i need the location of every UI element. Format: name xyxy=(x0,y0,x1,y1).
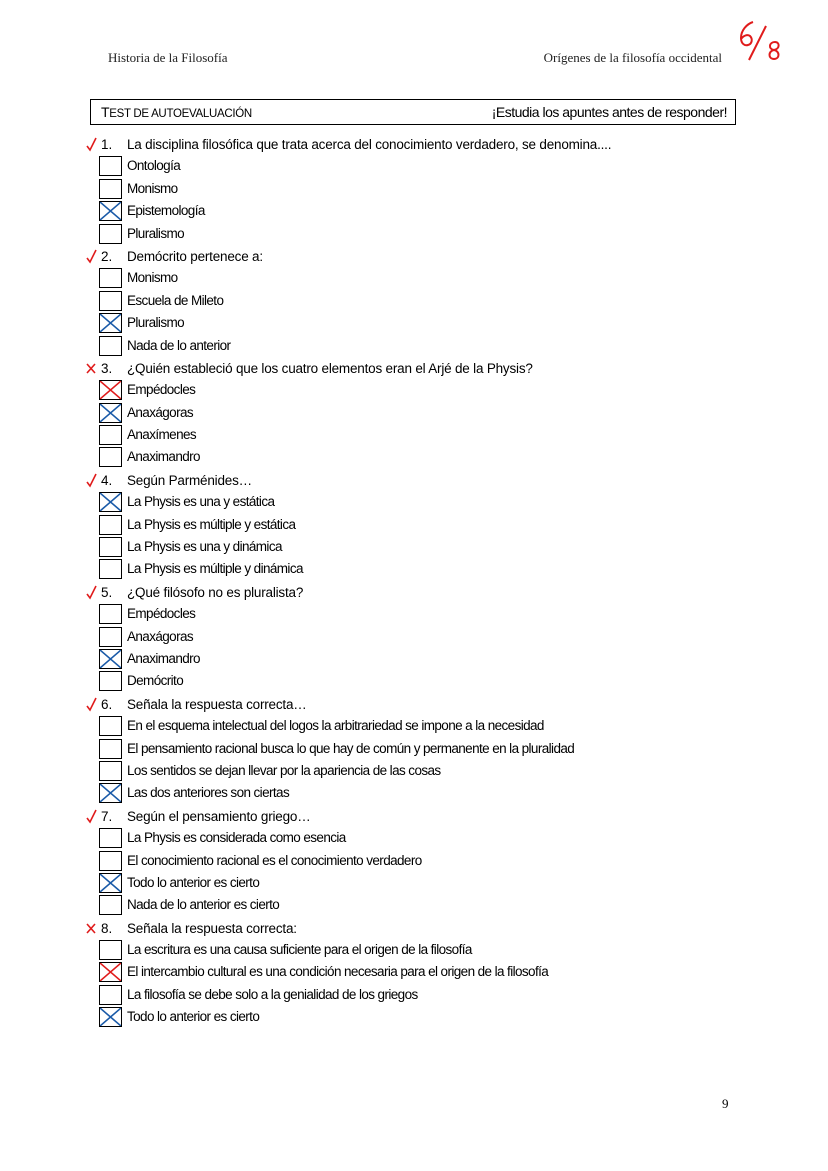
option-label: Empédocles xyxy=(127,606,196,622)
answer-checkbox[interactable] xyxy=(99,380,122,400)
blue-cross-mark-icon xyxy=(100,874,121,892)
option-label: La Physis es múltiple y estática xyxy=(127,516,296,532)
red-check-mark-icon xyxy=(85,472,98,488)
red-check-mark-icon xyxy=(85,584,98,600)
answer-checkbox[interactable] xyxy=(99,156,122,176)
answer-option xyxy=(0,783,828,805)
answer-checkbox[interactable] xyxy=(99,671,122,691)
answer-option xyxy=(0,447,828,469)
answer-option xyxy=(0,179,828,201)
handwritten-grade xyxy=(735,18,785,66)
quiz-list xyxy=(0,134,828,1030)
page-number: 9 xyxy=(722,1096,729,1111)
option-label: Anaxímenes xyxy=(127,427,197,443)
answer-option xyxy=(0,962,828,984)
answer-checkbox[interactable] xyxy=(99,851,122,871)
option-label: Empédocles xyxy=(127,382,196,398)
option-label: La Physis es una y estática xyxy=(127,494,275,510)
answer-checkbox[interactable] xyxy=(99,895,122,915)
answer-option xyxy=(0,604,828,626)
answer-option xyxy=(0,985,828,1007)
question-text: Según Parménides… xyxy=(127,472,252,488)
answer-checkbox[interactable] xyxy=(99,403,122,423)
question-row xyxy=(0,582,828,604)
option-label: La escritura es una causa suficiente para el origen de la filosofía xyxy=(127,942,472,958)
answer-checkbox[interactable] xyxy=(99,962,122,982)
answer-checkbox[interactable] xyxy=(99,716,122,736)
option-label: La Physis es múltiple y dinámica xyxy=(127,561,303,577)
answer-checkbox[interactable] xyxy=(99,492,122,512)
red-cross-mark-icon xyxy=(100,381,121,399)
answer-option xyxy=(0,761,828,783)
option-label: La filosofía se debe solo a la genialidad de los griegos xyxy=(127,986,418,1002)
answer-option xyxy=(0,873,828,895)
option-label: Todo lo anterior es cierto xyxy=(127,1009,260,1025)
red-check-mark-icon xyxy=(85,136,98,152)
question-row xyxy=(0,470,828,492)
answer-checkbox[interactable] xyxy=(99,537,122,557)
answer-checkbox[interactable] xyxy=(99,783,122,803)
option-label: La Physis es considerada como esencia xyxy=(127,830,346,846)
answer-checkbox[interactable] xyxy=(99,179,122,199)
answer-checkbox[interactable] xyxy=(99,313,122,333)
blue-cross-mark-icon xyxy=(100,314,121,332)
blue-cross-mark-icon xyxy=(100,493,121,511)
option-label: Anaximandro xyxy=(127,650,200,666)
answer-checkbox[interactable] xyxy=(99,1007,122,1027)
red-x-mark-icon xyxy=(85,360,98,376)
option-label: El pensamiento racional busca lo que hay de común y permanente en la pluralidad xyxy=(127,740,575,756)
option-label: Todo lo anterior es cierto xyxy=(127,874,260,890)
option-label: Monismo xyxy=(127,180,178,196)
question-text: Señala la respuesta correcta… xyxy=(127,696,307,712)
header-subject: Historia de la Filosofía xyxy=(108,50,228,65)
question-number: 4. xyxy=(101,472,113,488)
red-check-mark-icon xyxy=(85,248,98,264)
question-number: 2. xyxy=(101,248,113,264)
answer-checkbox[interactable] xyxy=(99,201,122,221)
answer-option xyxy=(0,224,828,246)
answer-option xyxy=(0,627,828,649)
question-number: 8. xyxy=(101,920,113,936)
answer-option xyxy=(0,492,828,514)
answer-option xyxy=(0,716,828,738)
option-label: Nada de lo anterior es cierto xyxy=(127,897,280,913)
question-text: ¿Qué filósofo no es pluralista? xyxy=(127,584,304,600)
answer-option xyxy=(0,380,828,402)
option-label: Anaximandro xyxy=(127,449,200,465)
test-title-box xyxy=(90,99,736,125)
question-text: Señala la respuesta correcta: xyxy=(127,920,297,936)
answer-option xyxy=(0,425,828,447)
question-row xyxy=(0,134,828,156)
option-label: Escuela de Mileto xyxy=(127,292,224,308)
red-cross-mark-icon xyxy=(100,963,121,981)
option-label: Epistemología xyxy=(127,203,205,219)
option-label: Pluralismo xyxy=(127,315,185,331)
option-label: La Physis es una y dinámica xyxy=(127,539,282,555)
answer-checkbox[interactable] xyxy=(99,873,122,893)
answer-option xyxy=(0,336,828,358)
answer-option xyxy=(0,895,828,917)
blue-cross-mark-icon xyxy=(100,784,121,802)
option-label: Nada de lo anterior xyxy=(127,337,231,353)
red-check-mark-icon xyxy=(85,808,98,824)
answer-option xyxy=(0,403,828,425)
answer-option xyxy=(0,739,828,761)
question-number: 6. xyxy=(101,696,113,712)
answer-checkbox[interactable] xyxy=(99,604,122,624)
header-chapter: Orígenes de la filosofía occidental xyxy=(543,50,722,65)
answer-checkbox[interactable] xyxy=(99,268,122,288)
answer-option xyxy=(0,268,828,290)
answer-checkbox[interactable] xyxy=(99,559,122,579)
answer-option xyxy=(0,291,828,313)
question-number: 7. xyxy=(101,808,113,824)
option-label: Anaxágoras xyxy=(127,404,194,420)
red-x-mark-icon xyxy=(85,920,98,936)
question-text: Según el pensamiento griego… xyxy=(127,808,311,824)
question-row xyxy=(0,806,828,828)
option-label: El conocimiento racional es el conocimiento verdadero xyxy=(127,852,422,868)
question-row xyxy=(0,694,828,716)
answer-checkbox[interactable] xyxy=(99,425,122,445)
option-label: Monismo xyxy=(127,270,178,286)
answer-checkbox[interactable] xyxy=(99,761,122,781)
answer-option xyxy=(0,537,828,559)
answer-option xyxy=(0,559,828,581)
question-text: La disciplina filosófica que trata acerca del conocimiento verdadero, se denomina.... xyxy=(127,137,612,152)
answer-checkbox[interactable] xyxy=(99,940,122,960)
answer-checkbox[interactable] xyxy=(99,447,122,467)
blue-cross-mark-icon xyxy=(100,650,121,668)
question-text: Demócrito pertenece a: xyxy=(127,248,263,264)
option-label: Ontología xyxy=(127,158,181,174)
option-label: Demócrito xyxy=(127,673,184,689)
question-number: 3. xyxy=(101,360,113,376)
answer-option xyxy=(0,313,828,335)
question-number: 1. xyxy=(101,137,113,152)
answer-option xyxy=(0,940,828,962)
question-row xyxy=(0,246,828,268)
answer-option xyxy=(0,156,828,178)
blue-cross-mark-icon xyxy=(100,404,121,422)
answer-checkbox[interactable] xyxy=(99,224,122,244)
answer-option xyxy=(0,649,828,671)
answer-checkbox[interactable] xyxy=(99,649,122,669)
answer-option xyxy=(0,515,828,537)
option-label: En el esquema intelectual del logos la arbitrariedad se impone a la necesidad xyxy=(127,718,544,734)
answer-checkbox[interactable] xyxy=(99,828,122,848)
answer-option xyxy=(0,201,828,223)
answer-option xyxy=(0,851,828,873)
answer-checkbox[interactable] xyxy=(99,515,122,535)
answer-option xyxy=(0,828,828,850)
option-label: Las dos anteriores son ciertas xyxy=(127,785,290,801)
answer-checkbox[interactable] xyxy=(99,627,122,647)
answer-checkbox[interactable] xyxy=(99,985,122,1005)
blue-cross-mark-icon xyxy=(100,1008,121,1026)
blue-cross-mark-icon xyxy=(100,202,121,220)
option-label: El intercambio cultural es una condición necesaria para el origen de la filosofía xyxy=(127,964,549,980)
question-row xyxy=(0,358,828,380)
option-label: Pluralismo xyxy=(127,225,185,241)
study-reminder: ¡Estudia los apuntes antes de responder! xyxy=(491,104,727,120)
answer-checkbox[interactable] xyxy=(99,336,122,356)
answer-checkbox[interactable] xyxy=(99,291,122,311)
question-row xyxy=(0,918,828,940)
answer-checkbox[interactable] xyxy=(99,739,122,759)
answer-option xyxy=(0,1007,828,1029)
option-label: Los sentidos se dejan llevar por la apariencia de las cosas xyxy=(127,762,441,778)
question-number: 5. xyxy=(101,584,113,600)
test-title: TEST DE AUTOEVALUACIÓN xyxy=(101,104,252,120)
answer-option xyxy=(0,671,828,693)
red-check-mark-icon xyxy=(85,696,98,712)
question-text: ¿Quién estableció que los cuatro elementos eran el Arjé de la Physis? xyxy=(127,360,533,376)
option-label: Anaxágoras xyxy=(127,628,194,644)
